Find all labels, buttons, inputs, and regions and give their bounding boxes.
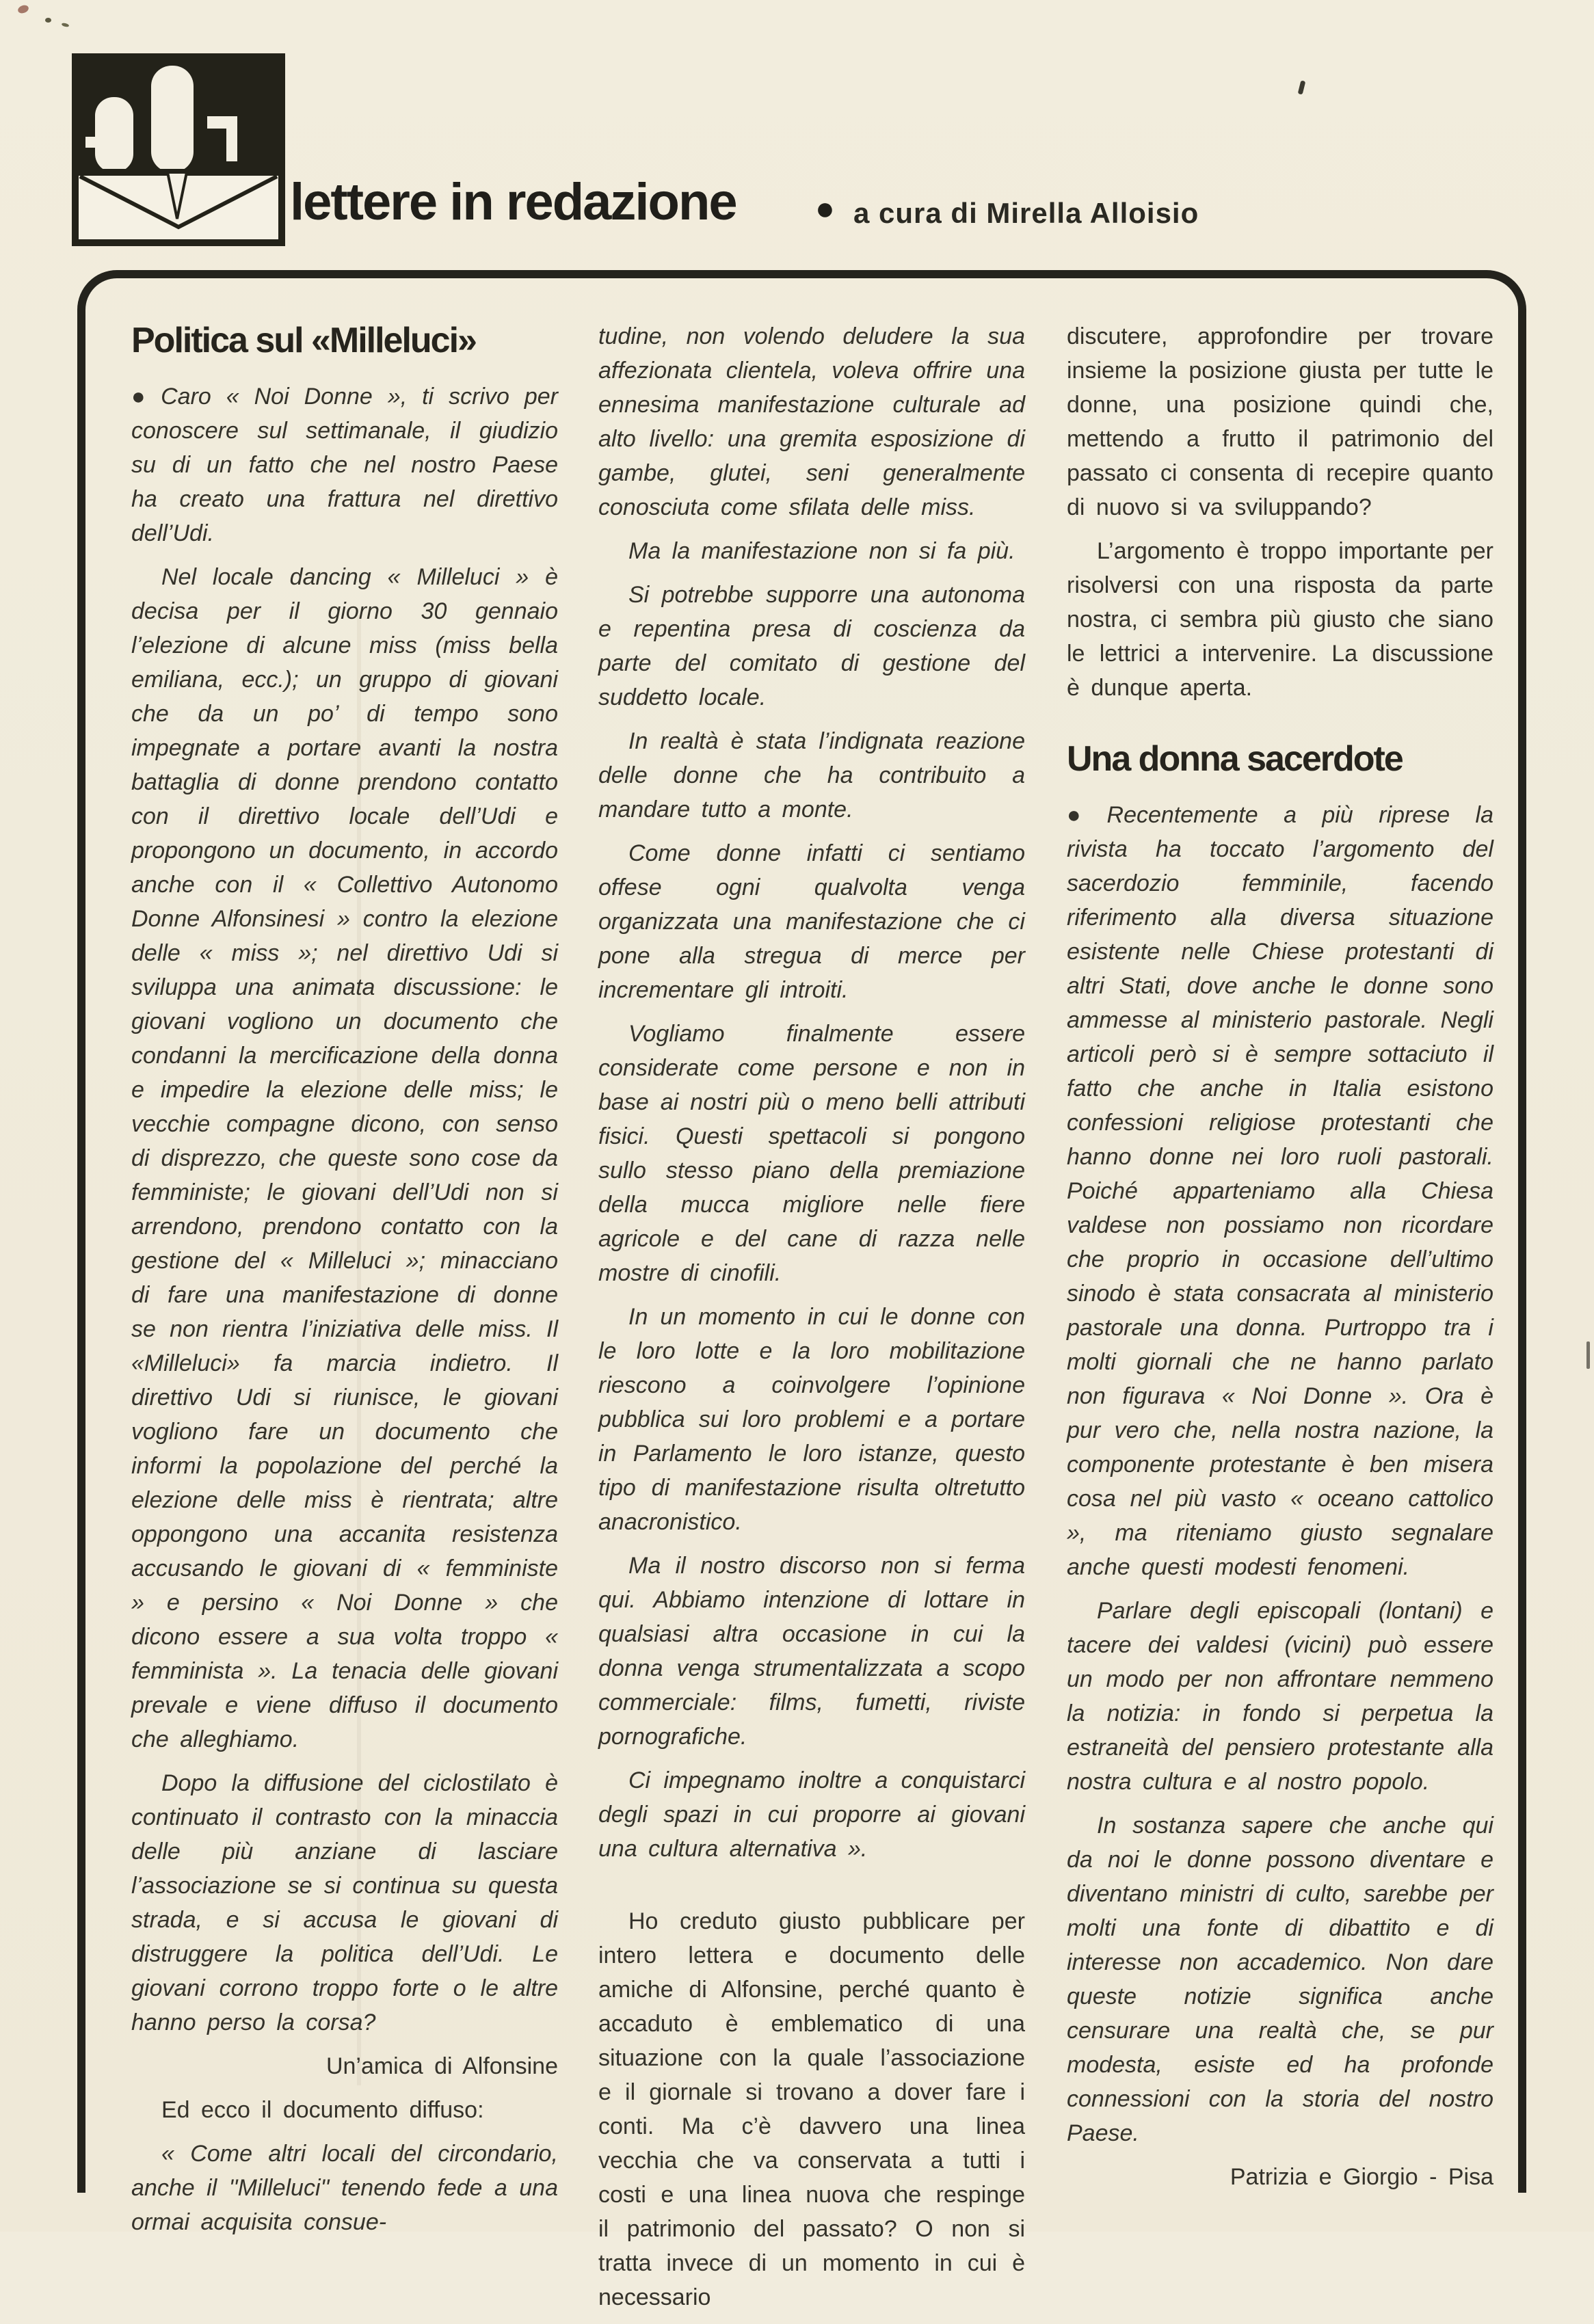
editor-reply-paragraph: discutere, approfondire per trovare insieme la posizione giusta per tutte le donne, una posizione quindi che, mettendo a frutto il patrimonio del passato ci consenta di recepire quanto di nuovo si va sviluppando?	[1067, 323, 1493, 520]
editor-note: Ed ecco il documento diffuso:	[161, 2097, 484, 2123]
page-title: lettere in redazione	[290, 173, 736, 231]
letter1-paragraph: ● Caro « Noi Donne », ti scrivo per conoscere sul settimanale, il giudizio su di un fatto che nel nostro Paese ha creato una frattura nel direttivo dell’Udi.	[131, 384, 558, 546]
letter1-paragraph: Dopo la diffusione del ciclostilato è continuato il contrasto con la minaccia delle più anziane di lasciare l’associazione se si continua su questa strada, e si accusa le giovani di distruggere la politica dell’Udi. Le giovani corrono troppo forte o le altre hanno perso la corsa?	[131, 1770, 558, 2035]
scan-speck	[45, 18, 51, 23]
document-paragraph: Vogliamo finalmente essere considerate come persone e non in base ai nostri più o meno belli attributi fisici. Questi spettacoli si pongono sullo stesso piano della premiazione della mucca migliore nelle fiere agricole e del cane di razza nelle mostre di cinofili.	[598, 1021, 1025, 1286]
document-paragraph: « Come altri locali del circondario, anche il ''Milleluci'' tenendo fede a una ormai acquisita consue-	[131, 2141, 558, 2235]
letter2-signature: Patrizia e Giorgio - Pisa	[1230, 2164, 1493, 2190]
document-paragraph: Ma la manifestazione non si fa più.	[628, 538, 1015, 564]
editor-reply-paragraph: L’argomento è troppo importante per risolversi con una risposta da parte nostra, ci sembra più giusto che siano le lettrici a intervenire. La discussione è dunque aperta.	[1067, 538, 1493, 701]
scan-speck	[62, 23, 70, 28]
scan-speck	[1298, 80, 1306, 94]
editor-reply-paragraph: Ho creduto giusto pubblicare per intero lettera e documento delle amiche di Alfonsine, perché quanto è accaduto è emblematico di una situazione con la quale l’associazione e il giornale si trovano a dover fare i conti. Ma c’è davvero una linea vecchia che va conservata a tutti i costi e una linea nuova che respinge il patrimonio del passato? O non si tratta invece di un momento in cui è necessario	[598, 1908, 1025, 2310]
envelope-letter-icon	[72, 53, 285, 246]
column-1	[131, 319, 558, 2249]
letter2-heading: Una donna sacerdote	[1067, 739, 1403, 779]
document-paragraph: Come donne infatti ci sentiamo offese ogni qualvolta venga organizzata una manifestazione che ci pone alla stregua di merce per incrementare gli introiti.	[598, 840, 1025, 1003]
letter2-paragraph: In sostanza sapere che anche qui da noi le donne possono diventare e diventano ministri di culto, sarebbe per molti una fonte di dibattito e di interesse non accademico. Non dare queste notizie significa anche censurare una realtà che, se pur modesta, esiste ed ha profonde connessioni con la storia del nostro Paese.	[1067, 1813, 1493, 2146]
document-paragraph: Si potrebbe supporre una autonoma e repentina presa di coscienza da parte del comitato di gestione del suddetto locale.	[598, 582, 1025, 710]
editor-byline: a cura di Mirella Alloisio	[853, 197, 1199, 229]
letter2-paragraph: ● Recentemente a più riprese la rivista ha toccato l’argomento del sacerdozio femminile, facendo riferimento alla diversa situazione esistente nelle Chiese protestanti di altri Stati, dove anche le donne sono ammesse al ministerio pastorale. Negli articoli però si è sempre sottaciuto il fatto che anche in Italia esistono confessioni religiose protestanti che hanno donne nei loro ruoli pastorali. Poiché apparteniamo alla Chiesa valdese non possiamo non ricordare che proprio in occasione dell’ultimo sinodo è stata consacrata al ministerio pastorale una donna. Purtroppo tra i molti giornali che ne hanno parlato non figurava « Noi Donne ». Ora è pur vero che, nella nostra nazione, la componente protestante è ben misera cosa nel più vasto « oceano cattolico », ma riteniamo giusto segnalare anche questi modesti fenomeni.	[1067, 802, 1493, 1580]
letter1-heading: Politica sul «Milleluci»	[131, 321, 476, 360]
document-paragraph: In realtà è stata l’indignata reazione delle donne che ha contribuito a mandare tutto a monte.	[598, 728, 1025, 823]
letters-box	[77, 270, 1526, 2310]
column-3	[1067, 319, 1493, 2204]
column-2	[598, 319, 1025, 2324]
document-paragraph: In un momento in cui le donne con le loro lotte e la loro mobilitazione riescono a coinvolgere l’opinione pubblica sui loro problemi e a portare in Parlamento le loro istanze, questo tipo di manifestazione risulta oltretutto anacronistico.	[598, 1304, 1025, 1535]
scan-speck	[1586, 1341, 1590, 1369]
letter2-paragraph: Parlare degli episcopali (lontani) e tacere dei valdesi (vicini) può essere un modo per non affrontare nemmeno la notizia: in fondo si perpetua la estraneità del pensiero protestante alla nostra cultura e al nostro popolo.	[1067, 1598, 1493, 1795]
scan-speck	[17, 4, 30, 15]
letter1-paragraph: Nel locale dancing « Milleluci » è decisa per il giorno 30 gennaio l’elezione di alcune miss (miss bella emiliana, ecc.); un gruppo di giovani che da un po’ di tempo sono impegnate a portare avanti la nostra battaglia di donne prendono contatto con il direttivo locale dell’Udi e propongono un documento, in accordo anche con il « Collettivo Autonomo Donne Alfonsinesi » contro la elezione delle « miss »; nel direttivo Udi si sviluppa una animata discussione: le giovani vogliono un documento che condanni la mercificazione della donna e impedire la elezione delle miss; le vecchie compagne dicono, con senso di disprezzo, che queste sono cose da femministe; le giovani dell’Udi non si arrendono, prendono contatto con la gestione del « Milleluci »; minacciano di fare una manifestazione di donne se non rientra l’iniziativa delle miss. Il «Milleluci» fa marcia indietro. Il direttivo Udi si riunisce, le giovani vogliono fare un documento che informi la popolazione del perché la elezione delle miss è rientrata; altre oppongono una accanita resistenza accusando le giovani di « femministe » e persino « Noi Donne » che dicono essere a sua volta troppo « femminista ». La tenacia delle giovani prevale e viene diffuso il documento che alleghiamo.	[131, 564, 558, 1752]
letter1-signature: Un’amica di Alfonsine	[326, 2053, 558, 2079]
title-dot: ●	[815, 191, 835, 227]
document-paragraph: tudine, non volendo deludere la sua affezionata clientela, voleva offrire una ennesima manifestazione culturale ad alto livello: una gremita esposizione di gambe, glutei, seni generalmente conosciuta come sfilata delle miss.	[598, 323, 1025, 520]
document-paragraph: Ci impegnamo inoltre a conquistarci degli spazi in cui proporre ai giovani una cultura alternativa ».	[598, 1767, 1025, 1862]
document-paragraph: Ma il nostro discorso non si ferma qui. Abbiamo intenzione di lottare in qualsiasi altra occasione in cui la donna venga strumentalizzata a scopo commerciale: films, fumetti, riviste pornografiche.	[598, 1553, 1025, 1750]
